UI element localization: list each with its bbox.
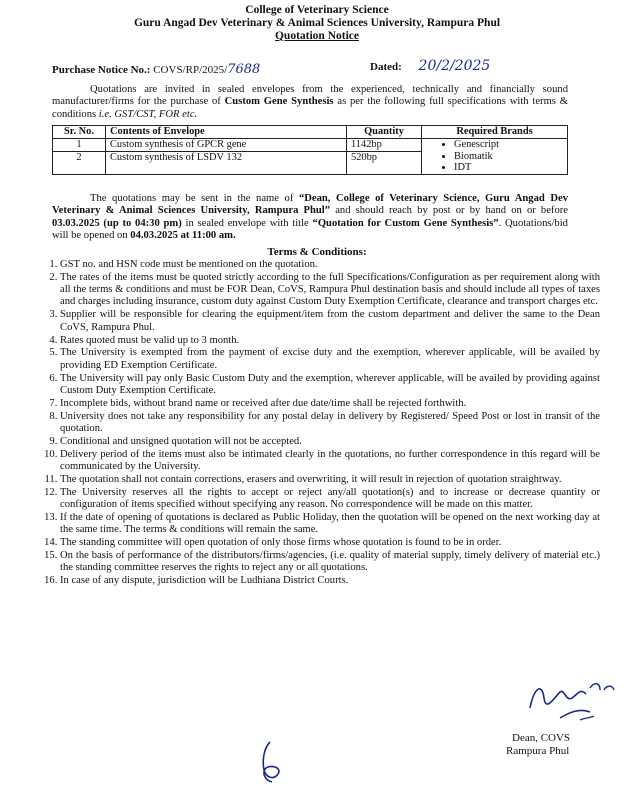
- term-item: 13. If the date of opening of quotations is declared as Public Holiday, then the quotation will be opened on the next working day at the same time. The terms & conditions will remain the same.: [60, 512, 600, 537]
- submission-paragraph: [52, 193, 568, 243]
- term-item: 10. Delivery period of the items must also be intimated clearly in the quotations, no further correspondence in this regard will be communicated by the University.: [60, 449, 600, 474]
- purchase-notice-line: [52, 62, 260, 77]
- signature-location: Rampura Phul: [506, 745, 570, 757]
- brands-cell: [422, 139, 568, 175]
- term-item: 7. Incomplete bids, without brand name or received after due date/time shall be rejected forthwith.: [60, 398, 600, 410]
- term-item: 1. GST no. and HSN code must be mentioned on the quotation.: [60, 259, 600, 271]
- term-item: 4. Rates quoted must be valid up to 3 month.: [60, 335, 600, 347]
- term-item: 15. On the basis of performance of the distributors/firms/agencies, (i.e. quality of material supply, timely delivery of material etc.) the standing committee reserves the rights to reject any or all quotations.: [60, 550, 600, 575]
- submission-bold-4: 04.03.2025 at 11:00 am.: [130, 230, 236, 242]
- intro-text-3: i.e. GST/CST, FOR etc.: [98, 108, 198, 120]
- submission-bold-2: 03.03.2025 (up to 04:30 pm): [52, 217, 182, 229]
- intro-paragraph: [52, 84, 568, 121]
- row-qty: 520bp: [347, 152, 422, 175]
- brand-item: • Biomatik: [454, 151, 563, 163]
- intro-text-2: as per the following full specifications with terms & conditions: [52, 96, 568, 120]
- term-item: 8. University does not take any responsibility for any postal delay in delivery by Registered/ Speed Post or lost in transit of the quotation.: [60, 411, 600, 436]
- term-item: 6. The University will pay only Basic Custom Duty and the exemption, wherever applicable, will be availed by providing against Custom Duty Exemption Certificate.: [60, 373, 600, 398]
- submission-bold-3: “Quotation for Custom Gene Synthesis”: [312, 217, 499, 229]
- header-brands: Required Brands: [422, 126, 568, 139]
- row-qty: 1142bp: [347, 139, 422, 152]
- handwritten-date: 20/2/2025: [418, 58, 491, 74]
- row-content: Custom synthesis of GPCR gene: [106, 139, 347, 152]
- submission-text-1: The quotations may be sent in the name of: [90, 193, 299, 204]
- intro-text-1: Quotations are invited in sealed envelopes from the experienced, technically and financially sound manufacturer/firms for the purchase of: [52, 84, 568, 108]
- term-item: 16. In case of any dispute, jurisdiction will be Ludhiana District Courts.: [60, 575, 600, 587]
- items-table: [52, 125, 568, 175]
- term-item: 14. The standing committee will open quotation of only those firms whose quotation is found to be in order.: [60, 537, 600, 549]
- terms-list: [30, 259, 600, 588]
- term-item: 5. The University is exempted from the payment of excise duty and the exemption, wherever applicable, will be availed by providing ED Exemption Certificate.: [60, 347, 600, 372]
- header-sr-no: Sr. No.: [53, 126, 106, 139]
- row-content: Custom synthesis of LSDV 132: [106, 152, 347, 175]
- brand-item: • IDT: [454, 162, 563, 174]
- submission-text-3: in sealed envelope with title: [181, 217, 313, 229]
- table-header-row: [53, 126, 568, 139]
- row-sr: 2: [53, 152, 106, 175]
- purchase-notice-label: Purchase Notice No.:: [52, 64, 151, 76]
- brands-list: [440, 139, 563, 174]
- table-row: [53, 139, 568, 152]
- initials-signature-icon: [250, 738, 290, 786]
- term-item: 3. Supplier will be responsible for clearing the equipment/item from the custom department and deliver the same to the Dean CoVS, Rampura Phul.: [60, 309, 600, 334]
- dated-label: Dated:: [370, 61, 402, 73]
- intro-item: Custom Gene Synthesis: [224, 96, 334, 108]
- header-contents: Contents of Envelope: [106, 126, 347, 139]
- submission-text-4: . Quotations/bid will be opened on: [52, 217, 568, 242]
- signature-title: Dean, COVS: [512, 732, 571, 744]
- handwritten-notice-number: 7688: [227, 62, 261, 77]
- submission-text-2: and should reach by post or by hand on or before: [330, 205, 568, 217]
- brand-item: • Genescript: [454, 139, 563, 151]
- dated-line: [370, 58, 490, 74]
- submission-bold-1: “Dean, College of Veterinary Science, Guru Angad Dev Veterinary & Animal Sciences University, Rampura Phul”: [52, 193, 569, 217]
- header-quantity: Quantity: [347, 126, 422, 139]
- term-item: 9. Conditional and unsigned quotation will not be accepted.: [60, 436, 600, 448]
- dean-signature-icon: [520, 668, 620, 728]
- college-name: College of Veterinary Science: [245, 4, 389, 16]
- row-sr: 1: [53, 139, 106, 152]
- purchase-notice-number: COVS/RP/2025/: [153, 64, 228, 76]
- term-item: 11. The quotation shall not contain corrections, erasers and overwriting, it will result in rejection of quotation straightway.: [60, 474, 600, 486]
- document-title: Quotation Notice: [274, 30, 359, 42]
- terms-title: Terms & Conditions:: [267, 246, 367, 258]
- term-item: 2. The rates of the items must be quoted strictly according to the full Specifications/Configuration as per requirement along with all the terms & conditions and must be FOR Dean, CoVS, Rampura Phul destination basis and should include all types of taxes and charges including insurance, custom duty against Custom Duty Exemption Certificate, clearance and transport charges etc.: [60, 272, 600, 309]
- term-item: 12. The University reserves all the rights to accept or reject any/all quotation(s) and to increase or decrease quantity or configuration of items specified without specifying any reason. No correspondence will be made on this matter.: [60, 487, 600, 512]
- university-name: Guru Angad Dev Veterinary & Animal Sciences University, Rampura Phul: [133, 17, 501, 29]
